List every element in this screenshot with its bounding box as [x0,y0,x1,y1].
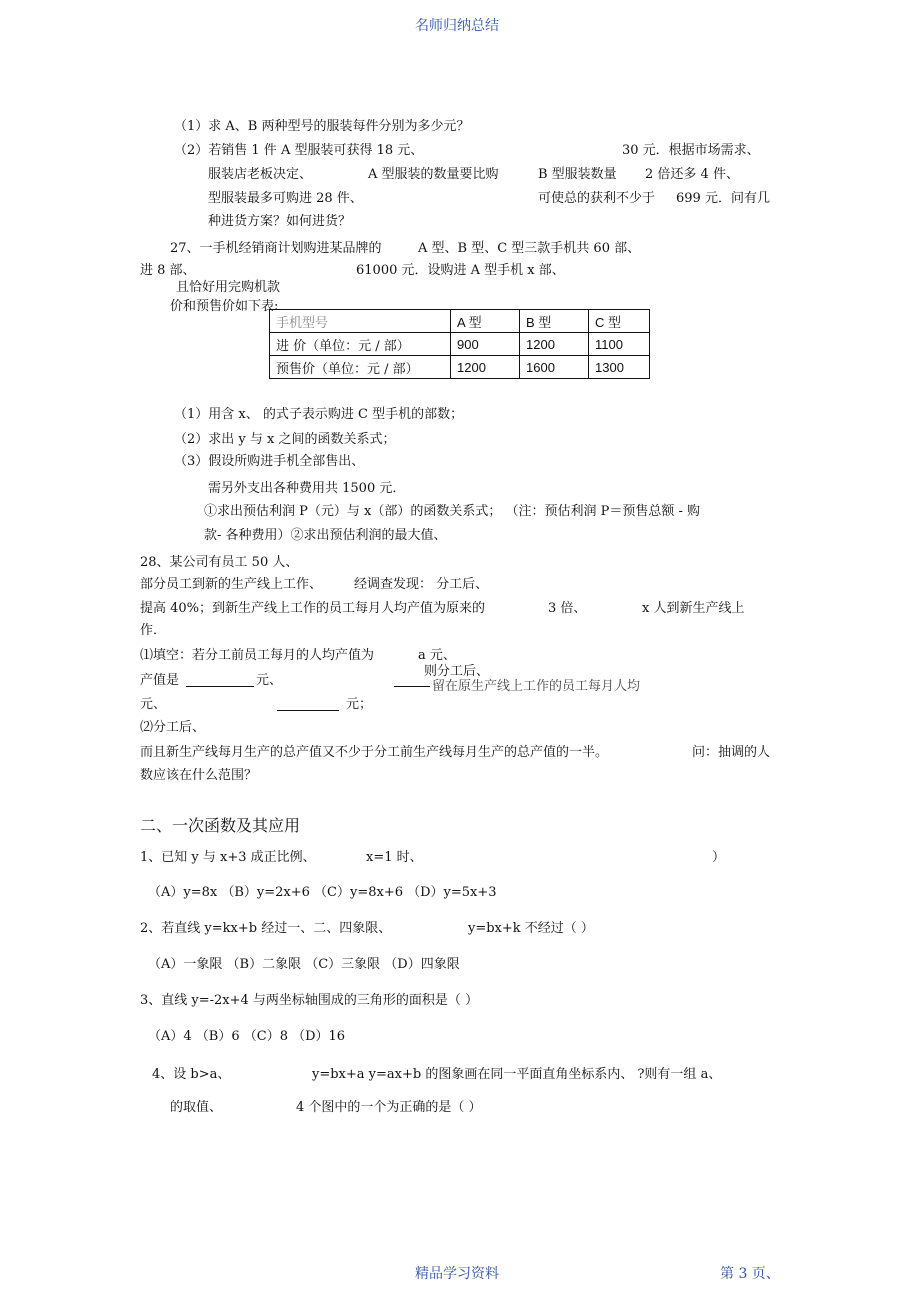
table-cell: 900 [451,333,520,356]
s2-q3-options: （A）4 （B）6 （C）8 （D）16 [148,1029,346,1044]
table-cell: 1300 [589,356,650,379]
q28-fill6: 数应该在什么范围？ [140,768,258,783]
q28-fill5b: 问：抽调的人 [692,745,771,760]
table-cell: 1600 [520,356,589,379]
q26-part2g: 型服装最多可购进 28 件、 [208,191,363,206]
table-row [270,333,650,356]
q26-part1: （1）求 A、B 两种型号的服装每件分别为多少元？ [174,119,470,134]
q28-fill3a: 元、 [140,697,167,712]
q26-part2d: A 型服装的数量要比购 [368,167,499,182]
q27-line4: 价和预售价如下表: [170,299,279,314]
s2-q1b: x=1 时、 [366,850,423,865]
s2-q2-options: （A）一象限 （B）二象限 （C）三象限 （D）四象限 [148,957,460,972]
page-footer-label: 精品学习资料 [415,1266,499,1282]
q28-line3c: x 人到新生产线上 [642,601,745,616]
q28-fill4: ⑵分工后、 [140,720,206,735]
s2-q3: 3、直线 y=-2x+4 与两坐标轴围成的三角形的面积是（ ） [140,993,479,1008]
table-cell: 进 价（单位：元 / 部） [270,333,451,356]
q26-part2i: 699 元．问有几 [676,191,770,206]
q28-fill2a: 产值是 [140,673,180,688]
answer-blank-2[interactable] [394,674,430,687]
q28-fill3b: 元； [346,697,373,712]
q26-part2f: 2 倍还多 4 件、 [645,167,739,182]
q28-fill1: ⑴填空：若分工前员工每月的人均产值为 [140,648,375,663]
q26-part2a: （2）若销售 1 件 A 型服装可获得 18 元、 [174,143,424,158]
s2-q2: 2、若直线 y=kx+b 经过一、二、四象限、 [140,921,392,936]
q27-line2b: 61000 元．设购进 A 型手机 x 部、 [356,263,565,278]
s2-q4b: y=bx+a y=ax+b 的图象画在同一平面直角坐标系内、 ?则有一组 a、 [312,1067,722,1082]
table-row [270,356,650,379]
q27-sub3d: 款- 各种费用）②求出预估利润的最大值、 [204,528,447,543]
q27-line2a: 进 8 部、 [140,263,196,278]
s2-q1-options: （A）y=8x （B）y=2x+6 （C）y=8x+6 （D）y=5x+3 [148,885,497,900]
q27-sub3: （3）假设所购进手机全部售出、 [174,454,365,469]
s2-q4c: 的取值、 [170,1100,223,1115]
s2-q1c: ） [712,850,726,865]
q27-line1a: 27、一手机经销商计划购进某品牌的 [170,241,382,256]
page-header-title: 名师归纳总结 [415,18,499,34]
s2-q4: 4、设 b>a、 [152,1067,231,1082]
q26-part2b: 30 元．根据市场需求、 [622,143,760,158]
table-cell: 1200 [451,356,520,379]
table-header-cell: 手机型号 [270,310,451,333]
table-header-cell: C 型 [589,310,650,333]
q28-fill1c: 则分工后、 [424,664,490,679]
q27-sub2: （2）求出 y 与 x 之间的函数关系式； [174,432,396,447]
s2-q4d: 4 个图中的一个为正确的是（ ） [296,1100,482,1115]
answer-blank-1[interactable] [186,674,254,687]
q27-line1b: A 型、B 型、C 型三款手机共 60 部、 [418,241,641,256]
q26-part2e: B 型服装数量 [538,167,617,182]
answer-blank-3[interactable] [277,698,339,711]
q28-line2a: 部分员工到新的生产线上工作、 [140,577,323,592]
q28-fill2b: 元、 [256,673,283,688]
section-title: 二、一次函数及其应用 [140,816,301,835]
q26-part2j: 种进货方案？如何进货？ [208,214,352,229]
table-cell: 1200 [520,333,589,356]
s2-q2b: y=bx+k 不经过（ ） [468,921,594,936]
table-header-cell: A 型 [451,310,520,333]
q27-sub3c: ①求出预估利润 P（元）与 x（部）的函数关系式； （注：预估利润 P＝预售总额 - 购 [204,504,701,519]
q26-part2c: 服装店老板决定、 [208,167,313,182]
q26-part2h: 可使总的获利不少于 [538,191,656,206]
q28-line3a: 提高 40%；到新生产线上工作的员工每月人均产值为原来的 [140,601,486,616]
table-header-row [270,310,650,333]
q28-fill5: 而且新生产线每月生产的总产值又不少于分工前生产线每月生产的总产值的一半。 [140,745,609,760]
q28-line1: 28、某公司有员工 50 人、 [140,555,299,570]
page-number: 第 3 页、 [720,1266,780,1282]
table-cell: 预售价（单位：元 / 部） [270,356,451,379]
q28-fill2c: 留在原生产线上工作的员工每月人均 [432,679,641,694]
s2-q1: 1、已知 y 与 x+3 成正比例、 [140,850,316,865]
q27-line3: 且恰好用完购机款 [176,280,281,295]
q27-sub3b: 需另外支出各种费用共 1500 元． [208,481,406,496]
phone-price-table [269,309,650,379]
q27-sub1: （1）用含 x、 的式子表示购进 C 型手机的部数； [174,407,464,422]
q28-fill1b: a 元、 [418,648,456,663]
table-header-cell: B 型 [520,310,589,333]
q28-line3b: 3 倍、 [548,601,587,616]
q28-line2b: 经调查发现： 分工后、 [354,577,489,592]
q28-line4: 作． [140,623,167,638]
table-cell: 1100 [589,333,650,356]
